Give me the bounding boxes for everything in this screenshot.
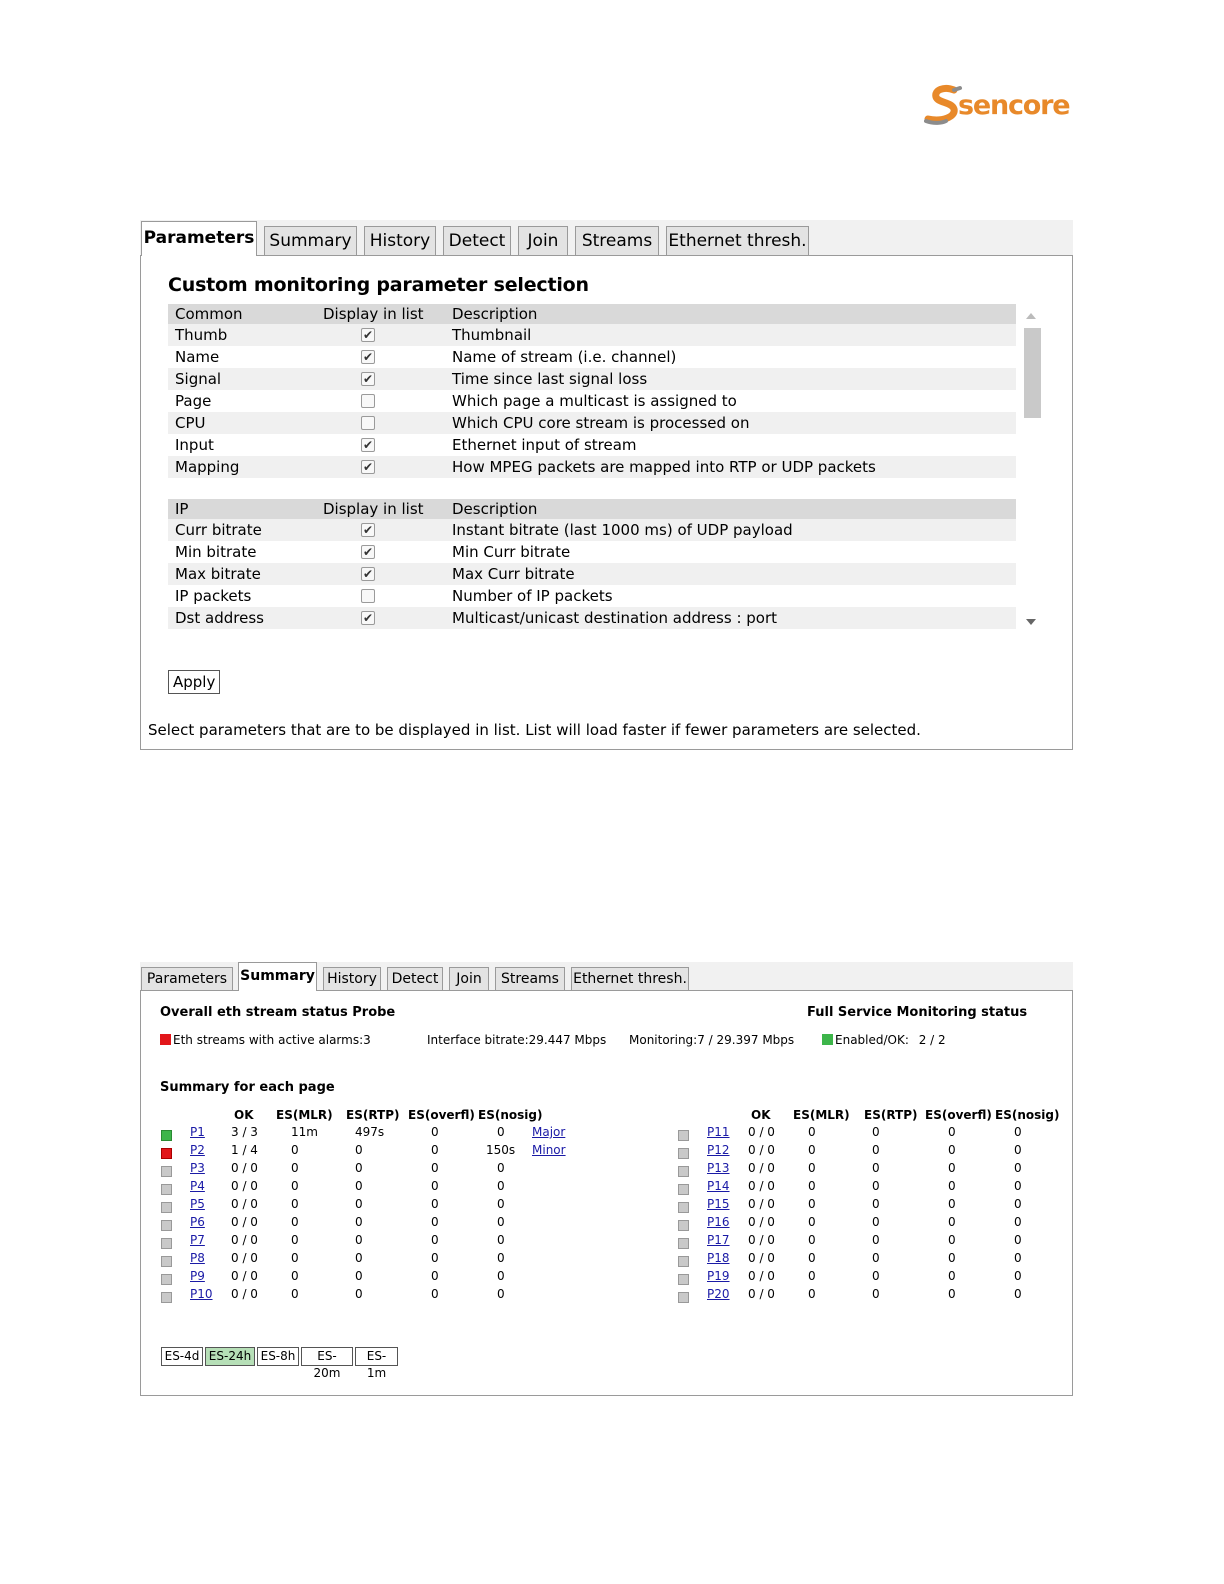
monitoring-bitrate: Monitoring:7 / 29.397 Mbps — [629, 1033, 795, 1047]
summary-body — [140, 990, 1073, 1396]
tab-detect[interactable]: Detect — [387, 967, 443, 991]
status-square — [678, 1202, 689, 1213]
right-table-header — [658, 1107, 1068, 1123]
es-period-button-es-4d[interactable]: ES-4d — [161, 1347, 203, 1366]
page-ok: 0 / 0 — [748, 1269, 775, 1283]
page-row — [658, 1123, 1118, 1141]
page-row — [658, 1213, 1118, 1231]
tab-summary[interactable]: Summary — [238, 962, 317, 991]
col-es-nosig: ES(nosig) — [478, 1108, 543, 1122]
table-row — [168, 324, 1016, 346]
col-es-rtp: ES(RTP) — [864, 1108, 918, 1122]
page-es-mlr: 0 — [291, 1197, 299, 1211]
col-ok: OK — [751, 1108, 771, 1122]
page-es-rtp: 0 — [872, 1197, 880, 1211]
param-name: IP packets — [175, 587, 252, 605]
page-es-nosig: 0 — [497, 1161, 505, 1175]
page-es-nosig: 0 — [1014, 1269, 1022, 1283]
page-ok: 0 / 0 — [231, 1215, 258, 1229]
parameters-panel — [140, 220, 1073, 750]
table-header — [168, 304, 1016, 324]
page-es-nosig: 0 — [497, 1197, 505, 1211]
sencore-wordmark: sencore — [958, 89, 1070, 121]
page-row — [658, 1195, 1118, 1213]
es-period-button-es-1m[interactable]: ES-1m — [355, 1347, 398, 1366]
tab-strip — [140, 220, 1073, 256]
page-row — [141, 1213, 601, 1231]
page-row — [141, 1195, 601, 1213]
table-row — [168, 519, 1016, 541]
page-es-nosig: 0 — [1014, 1125, 1022, 1139]
page-es-nosig: 0 — [1014, 1179, 1022, 1193]
page-es-rtp: 0 — [355, 1197, 363, 1211]
alarm-severity-link[interactable]: Major — [532, 1125, 566, 1139]
page-es-mlr: 0 — [808, 1125, 816, 1139]
display-checkbox[interactable] — [361, 416, 375, 430]
page-es-mlr: 0 — [808, 1215, 816, 1229]
page-row — [658, 1249, 1118, 1267]
interface-bitrate: Interface bitrate:29.447 Mbps — [427, 1033, 607, 1047]
sencore-logo — [924, 84, 1076, 126]
fsm-status-title: Full Service Monitoring status — [807, 1005, 1028, 1020]
page-row — [141, 1231, 601, 1249]
page-es-rtp: 0 — [355, 1269, 363, 1283]
col-es-mlr: ES(MLR) — [276, 1108, 333, 1122]
page-ok: 0 / 0 — [748, 1161, 775, 1175]
page-es-rtp: 0 — [872, 1287, 880, 1301]
page-es-mlr: 0 — [291, 1269, 299, 1283]
status-square — [678, 1220, 689, 1231]
page-es-overfl: 0 — [948, 1125, 956, 1139]
param-name: Thumb — [175, 326, 228, 344]
page-ok: 0 / 0 — [231, 1251, 258, 1265]
table-row — [168, 541, 1016, 563]
overall-status-title: Overall eth stream status Probe — [160, 1005, 396, 1020]
status-square — [161, 1274, 172, 1285]
page-ok: 0 / 0 — [748, 1215, 775, 1229]
header-description: Description — [452, 500, 538, 518]
header-ip: IP — [175, 500, 189, 518]
page-row — [141, 1177, 601, 1195]
page-es-nosig: 150s — [486, 1143, 516, 1157]
page-es-overfl: 0 — [431, 1125, 439, 1139]
display-checkbox[interactable]: ✔ — [362, 523, 374, 537]
page-es-nosig: 0 — [497, 1233, 505, 1247]
status-square — [678, 1274, 689, 1285]
page-es-mlr: 0 — [291, 1143, 299, 1157]
page-es-rtp: 0 — [872, 1251, 880, 1265]
param-name: CPU — [175, 414, 206, 432]
status-square — [678, 1166, 689, 1177]
status-square — [678, 1148, 689, 1159]
page-es-overfl: 0 — [431, 1161, 439, 1175]
page-ok: 0 / 0 — [748, 1287, 775, 1301]
page-es-overfl: 0 — [431, 1233, 439, 1247]
ok-status-icon — [822, 1034, 833, 1045]
page-es-overfl: 0 — [948, 1179, 956, 1193]
page-es-mlr: 0 — [291, 1179, 299, 1193]
page-es-rtp: 0 — [355, 1215, 363, 1229]
page-es-overfl: 0 — [948, 1197, 956, 1211]
page-es-rtp: 0 — [872, 1269, 880, 1283]
scroll-down-arrow-icon[interactable] — [1026, 619, 1036, 625]
summary-title: Summary for each page — [160, 1080, 335, 1095]
tab-strip — [140, 962, 1073, 991]
page-link[interactable]: P11 — [707, 1125, 730, 1139]
page-link[interactable]: P7 — [190, 1233, 205, 1247]
page-status-icon — [678, 1289, 691, 1307]
parameters-body — [140, 255, 1073, 750]
left-table-header — [141, 1107, 601, 1123]
page-es-mlr: 0 — [808, 1179, 816, 1193]
tab-detect[interactable]: Detect — [443, 226, 511, 256]
page-es-rtp: 497s — [355, 1125, 385, 1139]
page-es-overfl: 0 — [431, 1287, 439, 1301]
page-es-mlr: 0 — [808, 1143, 816, 1157]
help-text: Select parameters that are to be displayed in list. List will load faster if fewer parameters are selected. — [148, 721, 921, 739]
page-link[interactable]: P6 — [190, 1215, 205, 1229]
page-es-mlr: 11m — [291, 1125, 318, 1139]
param-description: Multicast/unicast destination address : port — [452, 609, 778, 627]
param-description: Number of IP packets — [452, 587, 613, 605]
page-es-nosig: 0 — [497, 1215, 505, 1229]
page-ok: 0 / 0 — [748, 1251, 775, 1265]
page-link[interactable]: P19 — [707, 1269, 730, 1283]
param-description: Name of stream (i.e. channel) — [452, 348, 677, 366]
status-square — [161, 1238, 172, 1249]
page-es-overfl: 0 — [431, 1251, 439, 1265]
page-es-mlr: 0 — [291, 1251, 299, 1265]
page-es-rtp: 0 — [872, 1161, 880, 1175]
tab-parameters[interactable]: Parameters — [141, 221, 257, 256]
tab-streams[interactable]: Streams — [495, 967, 565, 991]
param-name: Min bitrate — [175, 543, 257, 561]
header-display: Display in list — [323, 500, 424, 518]
page-ok: 0 / 0 — [231, 1233, 258, 1247]
active-alarms-text: Eth streams with active alarms:3 — [173, 1033, 371, 1047]
fsm-enabled-ok — [822, 1033, 946, 1047]
active-alarms[interactable] — [160, 1033, 371, 1047]
page-link[interactable]: P4 — [190, 1179, 205, 1193]
status-square — [161, 1220, 172, 1231]
display-checkbox[interactable]: ✔ — [362, 372, 374, 386]
tab-history[interactable]: History — [364, 226, 436, 256]
page-link[interactable]: P17 — [707, 1233, 730, 1247]
page-es-rtp: 0 — [355, 1287, 363, 1301]
page-es-rtp: 0 — [355, 1179, 363, 1193]
page-es-overfl: 0 — [431, 1269, 439, 1283]
page-es-rtp: 0 — [355, 1143, 363, 1157]
page-ok: 0 / 0 — [748, 1179, 775, 1193]
param-description: Thumbnail — [452, 326, 532, 344]
status-square — [161, 1202, 172, 1213]
page-ok: 0 / 0 — [231, 1269, 258, 1283]
page-es-rtp: 0 — [355, 1251, 363, 1265]
param-name: Name — [175, 348, 220, 366]
page-es-nosig: 0 — [1014, 1197, 1022, 1211]
table-row — [168, 368, 1016, 390]
page-es-overfl: 0 — [431, 1197, 439, 1211]
param-name: Max bitrate — [175, 565, 261, 583]
param-description: Max Curr bitrate — [452, 565, 575, 583]
table-header — [168, 499, 1016, 519]
page-es-mlr: 0 — [808, 1269, 816, 1283]
display-checkbox[interactable]: ✔ — [362, 611, 374, 625]
status-square — [161, 1148, 172, 1159]
page-es-nosig: 0 — [497, 1269, 505, 1283]
col-es-mlr: ES(MLR) — [793, 1108, 850, 1122]
status-square — [678, 1256, 689, 1267]
page-es-nosig: 0 — [1014, 1251, 1022, 1265]
scroll-up-arrow-icon[interactable] — [1026, 313, 1036, 319]
page-link[interactable]: P18 — [707, 1251, 730, 1265]
param-name: Mapping — [175, 458, 240, 476]
page-es-rtp: 0 — [872, 1233, 880, 1247]
clipped-row — [168, 629, 1016, 635]
page-link[interactable]: P8 — [190, 1251, 205, 1265]
table-row — [168, 607, 1016, 629]
table-row — [168, 434, 1016, 456]
page-es-overfl: 0 — [948, 1287, 956, 1301]
param-description: Which page a multicast is assigned to — [452, 392, 737, 410]
table-row — [168, 412, 1016, 434]
col-es-overfl: ES(overfl) — [925, 1108, 992, 1122]
page-es-nosig: 0 — [1014, 1215, 1022, 1229]
page-link[interactable]: P13 — [707, 1161, 730, 1175]
status-square — [678, 1130, 689, 1141]
page-ok: 0 / 0 — [748, 1197, 775, 1211]
page-link[interactable]: P20 — [707, 1287, 730, 1301]
display-checkbox[interactable]: ✔ — [362, 328, 374, 342]
header-description: Description — [452, 305, 538, 323]
ip-table — [168, 499, 1016, 635]
page-row — [658, 1231, 1118, 1249]
page-ok: 0 / 0 — [231, 1179, 258, 1193]
page-es-mlr: 0 — [291, 1287, 299, 1301]
page-ok: 0 / 0 — [748, 1143, 775, 1157]
table-row — [168, 456, 1016, 478]
page-status-icon — [161, 1289, 174, 1307]
page-es-mlr: 0 — [291, 1161, 299, 1175]
es-period-button-es-20m[interactable]: ES-20m — [301, 1347, 353, 1366]
display-checkbox[interactable]: ✔ — [362, 350, 374, 364]
param-name: Signal — [175, 370, 222, 388]
tab-summary[interactable]: Summary — [264, 226, 357, 256]
page-es-mlr: 0 — [808, 1161, 816, 1175]
page-es-overfl: 0 — [948, 1269, 956, 1283]
col-ok: OK — [234, 1108, 254, 1122]
page-ok: 1 / 4 — [231, 1143, 258, 1157]
header-display: Display in list — [323, 305, 424, 323]
enabled-ok-value: 2 / 2 — [918, 1033, 946, 1047]
status-square — [161, 1130, 172, 1141]
page-ok: 0 / 0 — [231, 1197, 258, 1211]
param-description: Min Curr bitrate — [452, 543, 571, 561]
page-es-nosig: 0 — [1014, 1287, 1022, 1301]
page-es-nosig: 0 — [497, 1251, 505, 1265]
table-row — [168, 346, 1016, 368]
col-es-nosig: ES(nosig) — [995, 1108, 1060, 1122]
tab-join[interactable]: Join — [518, 226, 568, 256]
page-link[interactable]: P2 — [190, 1143, 205, 1157]
page-es-nosig: 0 — [1014, 1143, 1022, 1157]
alarm-status-icon — [160, 1034, 171, 1045]
page-es-overfl: 0 — [948, 1143, 956, 1157]
summary-panel — [140, 962, 1073, 1396]
page-es-nosig: 0 — [1014, 1233, 1022, 1247]
page-es-nosig: 0 — [497, 1179, 505, 1193]
page-ok: 0 / 0 — [231, 1161, 258, 1175]
param-description: How MPEG packets are mapped into RTP or UDP packets — [452, 458, 876, 476]
page-es-rtp: 0 — [872, 1215, 880, 1229]
page-row — [141, 1249, 601, 1267]
param-name: Curr bitrate — [175, 521, 262, 539]
page-row — [141, 1285, 601, 1303]
scroll-thumb[interactable] — [1024, 328, 1041, 418]
tab-streams[interactable]: Streams — [575, 226, 659, 256]
tab-parameters[interactable]: Parameters — [141, 967, 233, 991]
page-es-mlr: 0 — [291, 1215, 299, 1229]
page-es-nosig: 0 — [1014, 1161, 1022, 1175]
param-description: Time since last signal loss — [452, 370, 648, 388]
page-link[interactable]: P10 — [190, 1287, 213, 1301]
page-es-mlr: 0 — [808, 1251, 816, 1265]
es-period-button-es-24h[interactable]: ES-24h — [205, 1347, 255, 1366]
page-es-rtp: 0 — [872, 1143, 880, 1157]
page-es-rtp: 0 — [872, 1179, 880, 1193]
display-checkbox[interactable]: ✔ — [362, 545, 374, 559]
common-table — [168, 304, 1016, 478]
page-link[interactable]: P16 — [707, 1215, 730, 1229]
status-square — [161, 1256, 172, 1267]
page-row — [658, 1141, 1118, 1159]
display-checkbox[interactable]: ✔ — [362, 438, 374, 452]
display-checkbox[interactable] — [361, 394, 375, 408]
page-link[interactable]: P5 — [190, 1197, 205, 1211]
status-square — [161, 1166, 172, 1177]
page-es-nosig: 0 — [497, 1125, 505, 1139]
page-es-mlr: 0 — [808, 1197, 816, 1211]
page-ok: 0 / 0 — [231, 1287, 258, 1301]
display-checkbox[interactable]: ✔ — [362, 460, 374, 474]
page-row — [141, 1267, 601, 1285]
tab-join[interactable]: Join — [449, 967, 489, 991]
page-es-mlr: 0 — [291, 1233, 299, 1247]
display-checkbox[interactable] — [361, 589, 375, 603]
page-es-mlr: 0 — [808, 1287, 816, 1301]
page-es-overfl: 0 — [948, 1251, 956, 1265]
tab-ethernet-thresh[interactable]: Ethernet thresh. — [666, 226, 809, 256]
alarm-severity-link[interactable]: Minor — [532, 1143, 566, 1157]
status-square — [678, 1238, 689, 1249]
page-row — [141, 1123, 601, 1141]
page-link[interactable]: P9 — [190, 1269, 205, 1283]
page-es-overfl: 0 — [431, 1143, 439, 1157]
header-common: Common — [175, 305, 243, 323]
es-period-button-es-8h[interactable]: ES-8h — [257, 1347, 299, 1366]
table-row — [168, 563, 1016, 585]
page-es-overfl: 0 — [948, 1161, 956, 1175]
page-es-rtp: 0 — [355, 1233, 363, 1247]
tab-ethernet-thresh[interactable]: Ethernet thresh. — [571, 967, 689, 991]
param-name: Page — [175, 392, 212, 410]
page-es-overfl: 0 — [948, 1215, 956, 1229]
col-es-overfl: ES(overfl) — [408, 1108, 475, 1122]
page-ok: 0 / 0 — [748, 1125, 775, 1139]
page-row — [141, 1159, 601, 1177]
page-es-rtp: 0 — [355, 1161, 363, 1175]
param-name: Dst address — [175, 609, 264, 627]
enabled-ok-label: Enabled/OK: — [835, 1033, 909, 1047]
page-es-nosig: 0 — [497, 1287, 505, 1301]
param-description: Instant bitrate (last 1000 ms) of UDP payload — [452, 521, 793, 539]
status-square — [678, 1292, 689, 1303]
display-checkbox[interactable]: ✔ — [362, 567, 374, 581]
page-link[interactable]: P14 — [707, 1179, 730, 1193]
page-link[interactable]: P15 — [707, 1197, 730, 1211]
page-es-mlr: 0 — [808, 1233, 816, 1247]
page-es-rtp: 0 — [872, 1125, 880, 1139]
page-row — [658, 1159, 1118, 1177]
table-row — [168, 585, 1016, 607]
page-ok: 0 / 0 — [748, 1233, 775, 1247]
status-square — [678, 1184, 689, 1195]
page-title: Custom monitoring parameter selection — [168, 274, 589, 296]
list-scrollbar[interactable] — [1021, 306, 1043, 636]
page-link[interactable]: P3 — [190, 1161, 205, 1175]
page-row — [658, 1177, 1118, 1195]
status-square — [161, 1184, 172, 1195]
page-row — [658, 1285, 1118, 1303]
page-es-overfl: 0 — [948, 1233, 956, 1247]
col-es-rtp: ES(RTP) — [346, 1108, 400, 1122]
page-row — [141, 1141, 601, 1159]
param-description: Ethernet input of stream — [452, 436, 637, 454]
page-link[interactable]: P1 — [190, 1125, 205, 1139]
page-es-overfl: 0 — [431, 1179, 439, 1193]
status-square — [161, 1292, 172, 1303]
apply-button[interactable]: Apply — [168, 670, 220, 694]
tab-history[interactable]: History — [323, 967, 381, 991]
page-es-overfl: 0 — [431, 1215, 439, 1229]
page-ok: 3 / 3 — [231, 1125, 258, 1139]
page-row — [658, 1267, 1118, 1285]
param-name: Input — [175, 436, 214, 454]
param-description: Which CPU core stream is processed on — [452, 414, 750, 432]
page-link[interactable]: P12 — [707, 1143, 730, 1157]
table-row — [168, 390, 1016, 412]
